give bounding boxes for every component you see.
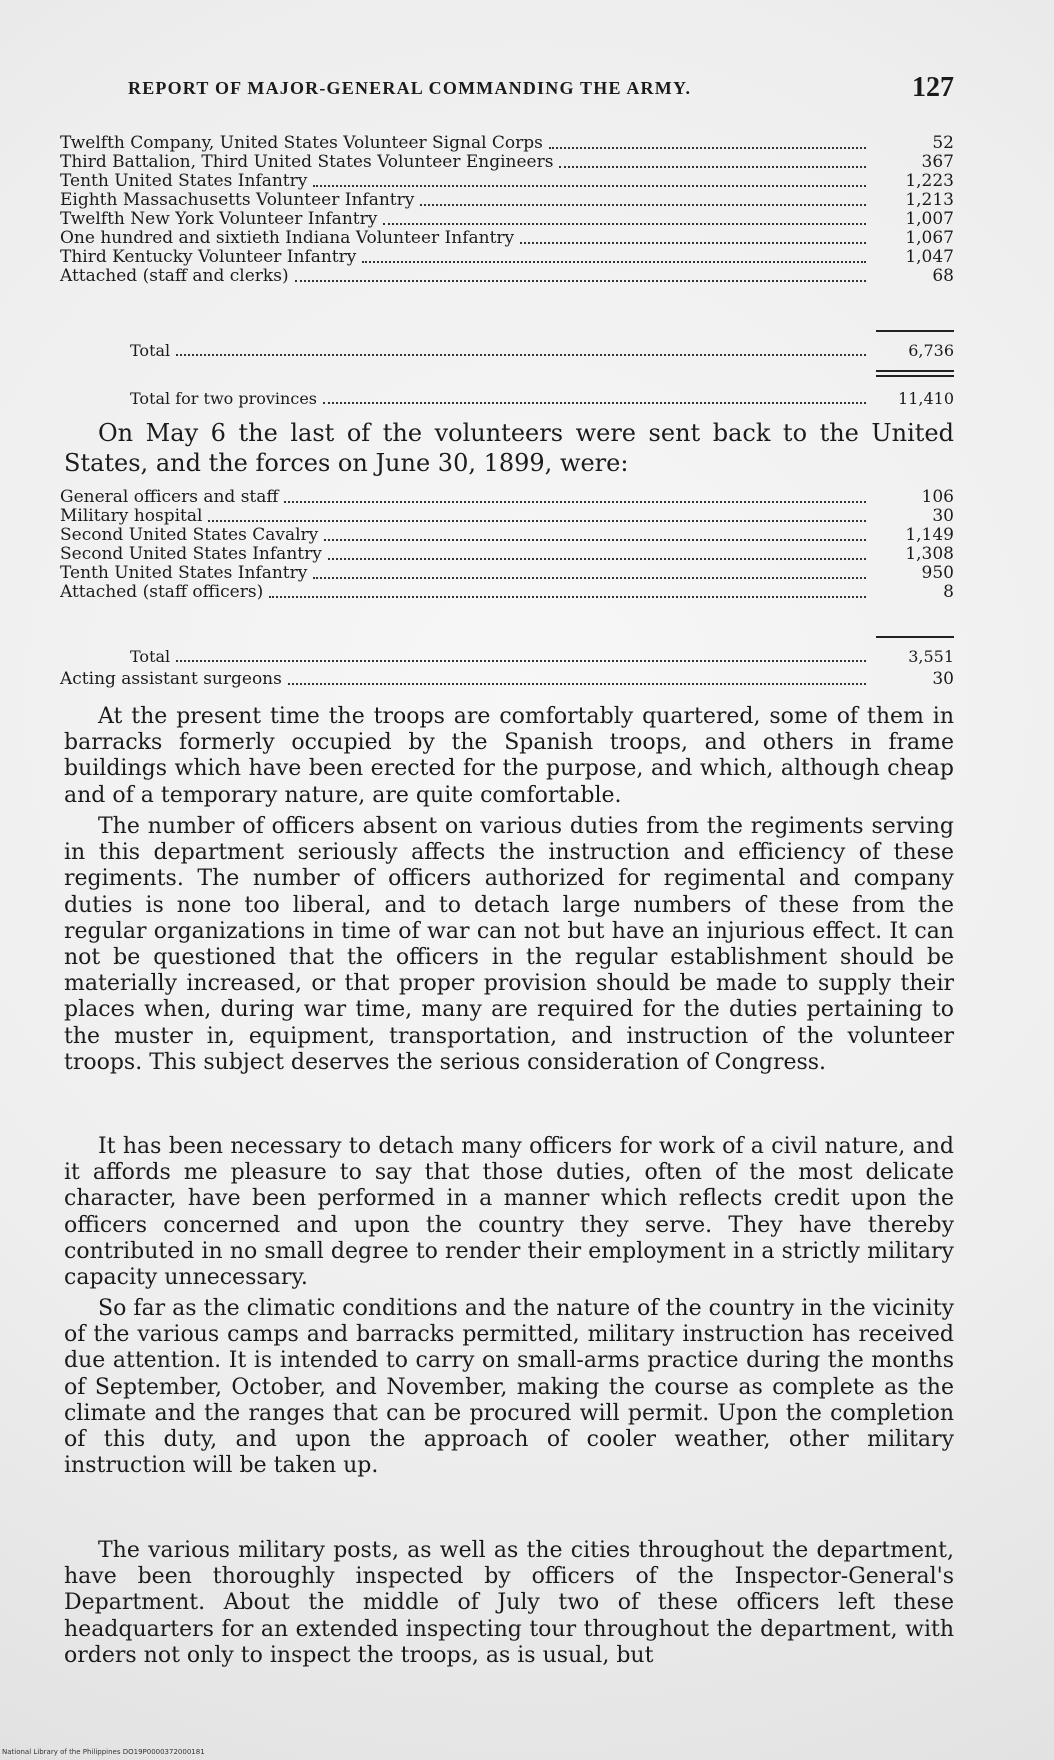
troops-table-provinces (60, 134, 954, 286)
intro-paragraph: On May 6 the last of the volunteers were sent back to the United States, and the forces on June 30, 1899, were: (64, 419, 954, 477)
page-number: 127 (912, 72, 954, 103)
table-row: Tenth United States Infantry 950 (60, 563, 954, 583)
table-row: Attached (staff and clerks) 68 (60, 266, 954, 286)
table-row: Military hospital 30 (60, 506, 954, 526)
double-rule-top (876, 370, 954, 372)
paragraph-officers-absent: The number of officers absent on various duties from the regiments serving in this department seriously affects the instruction and efficiency of these regiments. The number of officers authorized for regimental and company duties is none too liberal, and to detach large numbers of these from the regular organizations in time of war can not but have an injurious effect. It can not be questioned that the officers in the regular establishment should be materially increased, or that proper provision should be made to supply their places when, during war time, many are required for the duties pertaining to the muster in, equipment, transportation, and instruction of the volunteer troops. This subject deserves the serious consideration of Congress. (64, 814, 954, 1075)
table-row: Tenth United States Infantry 1,223 (60, 171, 954, 191)
double-rule-bottom (876, 375, 954, 377)
table-row: General officers and staff 106 (60, 487, 954, 507)
acting-surgeons-row: Acting assistant surgeons 30 (60, 669, 954, 689)
running-title: REPORT OF MAJOR-GENERAL COMMANDING THE ARMY. (128, 78, 692, 98)
table-row: Third Battalion, Third United States Volunteer Engineers 367 (60, 152, 954, 172)
troops-table-june-1899 (60, 488, 954, 602)
sum-rule-2 (876, 636, 954, 638)
sum-rule (876, 330, 954, 332)
grand-total-row: Total for two provinces 11,410 (130, 388, 954, 408)
table-row: Twelfth Company, United States Volunteer Signal Corps 52 (60, 133, 954, 153)
page-header (128, 72, 954, 112)
table-row: Twelfth New York Volunteer Infantry 1,007 (60, 209, 954, 229)
table-row: Attached (staff officers) 8 (60, 582, 954, 602)
paragraph-instruction: So far as the climatic conditions and the nature of the country in the vicinity of the various camps and barracks permitted, military instruction has received due attention. It is intended to carry on small-arms practice during the months of September, October, and November, making the course as complete as the climate and the ranges that can be procured will permit. Upon the completion of this duty, and upon the approach of cooler weather, other military instruction will be taken up. (64, 1296, 954, 1479)
total-row: Total 6,736 (130, 340, 954, 360)
table-row: Eighth Massachusetts Volunteer Infantry 1,213 (60, 190, 954, 210)
table-row: Third Kentucky Volunteer Infantry 1,047 (60, 247, 954, 267)
table-row: One hundred and sixtieth Indiana Volunteer Infantry 1,067 (60, 228, 954, 248)
paragraph-civil-duties: It has been necessary to detach many officers for work of a civil nature, and it affords me pleasure to say that those duties, often of the most delicate character, have been performed in a manner which reflects credit upon the officers concerned and upon the country they serve. They have thereby contributed in no small degree to render their employment in a strictly military capacity unnecessary. (64, 1134, 954, 1291)
table-row: Second United States Cavalry 1,149 (60, 525, 954, 545)
total-row-2: Total 3,551 (130, 646, 954, 666)
paragraph-quarters: At the present time the troops are comfortably quartered, some of them in barracks formerly occupied by the Spanish troops, and others in frame buildings which have been erected for the purpose, and which, although cheap and of a temporary nature, are quite comfortable. (64, 704, 954, 808)
paragraph-inspection: The various military posts, as well as the cities throughout the department, have been thoroughly inspected by officers of the Inspector-General's Department. About the middle of July two of these officers left these headquarters for an extended inspecting tour throughout the department, with orders not only to inspect the troops, as is usual, but (64, 1538, 954, 1668)
library-footer: National Library of the Philippines DO19P0000372000181 (2, 1748, 205, 1756)
table-row: Second United States Infantry 1,308 (60, 544, 954, 564)
